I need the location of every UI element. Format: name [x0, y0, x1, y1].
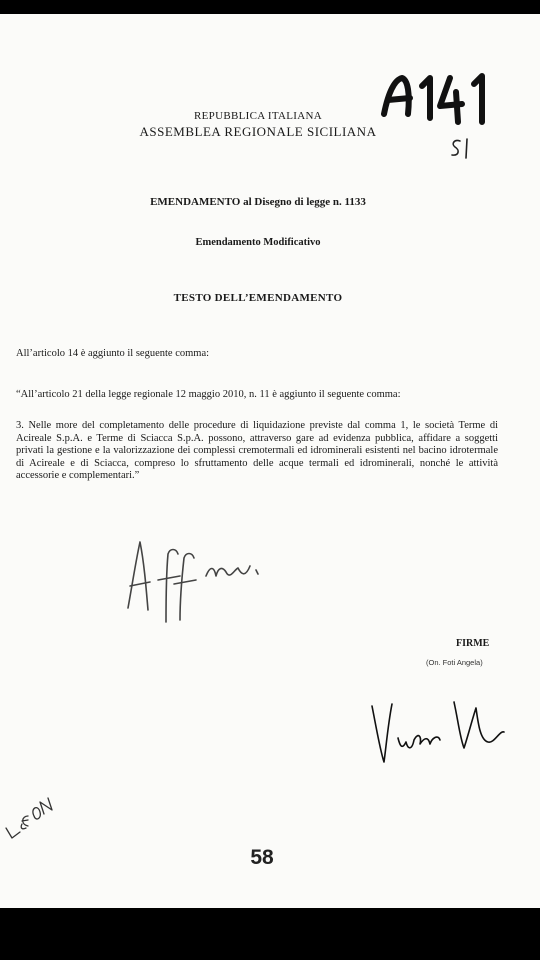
signature — [368, 690, 510, 770]
handwritten-approval — [122, 536, 272, 628]
page-number: 58 — [250, 846, 274, 869]
emendamento-title: EMENDAMENTO al Disegno di legge n. 1133 — [150, 196, 366, 208]
paragraph-article-14: All’articolo 14 è aggiunto il seguente comma: — [16, 348, 210, 359]
signatures-label: FIRME — [456, 638, 490, 649]
handwritten-bottom-left — [0, 794, 58, 842]
emendamento-type: Emendamento Modificativo — [195, 237, 321, 248]
document-page — [0, 14, 540, 908]
header-republic: REPUBBLICA ITALIANA — [194, 110, 322, 122]
section-title: TESTO DELL’EMENDAMENTO — [173, 292, 343, 304]
paragraph-comma-3: 3. Nelle more del completamento delle procedure di liquidazione previste dal comma 1, le società Terme di Acireale S.p.A. e Terme di Sciacca S.p.A. possono, attraverso gare ad evidenza pubblica, affidare a soggetti privati la gestione e la valorizzazione dei complessi cremotermali ed idrominerali esistenti nel bacino idrotermale di Acireale e di Sciacca, compreso lo sfruttamento delle acque termali ed idrominerali, nonché le attività accessorie e complementari.” — [16, 420, 498, 482]
signer-name: (On. Foti Angela) — [426, 658, 483, 667]
paragraph-article-21: “All’articolo 21 della legge regionale 12 maggio 2010, n. 11 è aggiunto il seguente comma: — [16, 389, 401, 400]
header-assembly: ASSEMBLEA REGIONALE SICILIANA — [139, 124, 377, 139]
